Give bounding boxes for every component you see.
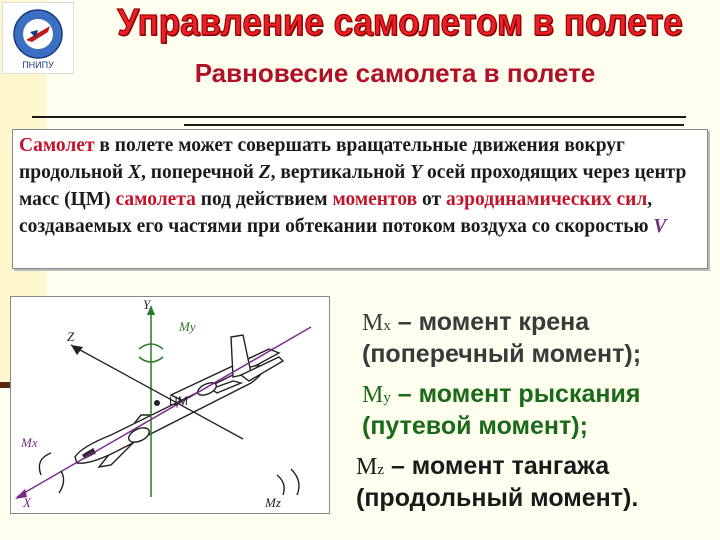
moment-symbol: M xyxy=(356,454,378,480)
description-text xyxy=(19,132,703,240)
desc-part: , поперечной xyxy=(141,162,259,183)
airplane-axes-diagram xyxy=(10,296,330,514)
logo-label: ПНИПУ xyxy=(22,60,54,70)
label-center-of-mass: ЦМ xyxy=(169,394,188,408)
desc-moments: моментов xyxy=(332,189,418,210)
label-axis-z: Z xyxy=(67,329,75,344)
desc-airplane: Самолет xyxy=(19,135,95,156)
desc-part: осей проходящих через центр масс (ЦМ) xyxy=(19,162,687,210)
divider-line-2 xyxy=(184,124,684,126)
desc-axis-x: X xyxy=(127,162,141,183)
desc-axis-z: Z xyxy=(258,162,271,183)
moment-symbol: M xyxy=(362,310,384,336)
rotation-x-icon xyxy=(39,453,51,475)
moment-mz-desc: (продольный момент). xyxy=(356,484,639,512)
desc-part: в полете может совершать вращательные движения вокруг продольной xyxy=(19,135,625,183)
moment-subscript: y xyxy=(383,390,391,406)
label-axis-y: Y xyxy=(143,297,151,312)
rotation-z-icon xyxy=(277,475,284,495)
label-mx: Mx xyxy=(21,435,38,450)
label-mz: Mz xyxy=(265,495,281,510)
moment-mx-title: – момент крена xyxy=(390,308,590,336)
moment-subscript: z xyxy=(377,462,385,478)
page-title: Управление самолетом в полете xyxy=(117,2,683,44)
divider-line xyxy=(32,116,686,118)
diagram-canvas xyxy=(11,297,329,513)
desc-part: от xyxy=(417,189,446,210)
description-box xyxy=(12,129,708,269)
desc-part: , создаваемых его частями при обтекании потоком воздуха со скоростью xyxy=(19,189,654,237)
moment-mx xyxy=(362,308,641,368)
desc-aero-forces: аэродинамических сил xyxy=(446,189,648,210)
moment-subscript: x xyxy=(383,318,391,334)
moment-my-desc: (путевой момент); xyxy=(362,412,588,440)
label-my: My xyxy=(179,319,196,334)
moment-my-title: – момент рыскания xyxy=(390,380,641,408)
moment-symbol: M xyxy=(362,382,384,408)
desc-part: , вертикальной xyxy=(270,162,411,183)
moment-my xyxy=(362,380,640,440)
desc-part: под действием xyxy=(195,189,333,210)
moment-mz-title: – момент тангажа xyxy=(384,452,610,480)
desc-velocity: V xyxy=(653,216,667,237)
desc-axis-y: Y xyxy=(410,162,423,183)
page-subtitle: Равновесие самолета в полете xyxy=(194,58,596,88)
university-logo xyxy=(2,2,74,74)
label-axis-x: X xyxy=(23,495,31,510)
moment-mz xyxy=(356,452,638,512)
center-of-mass-point xyxy=(154,400,160,406)
desc-airplane-2: самолета xyxy=(115,189,196,210)
moment-mx-desc: (поперечный момент); xyxy=(362,340,642,368)
